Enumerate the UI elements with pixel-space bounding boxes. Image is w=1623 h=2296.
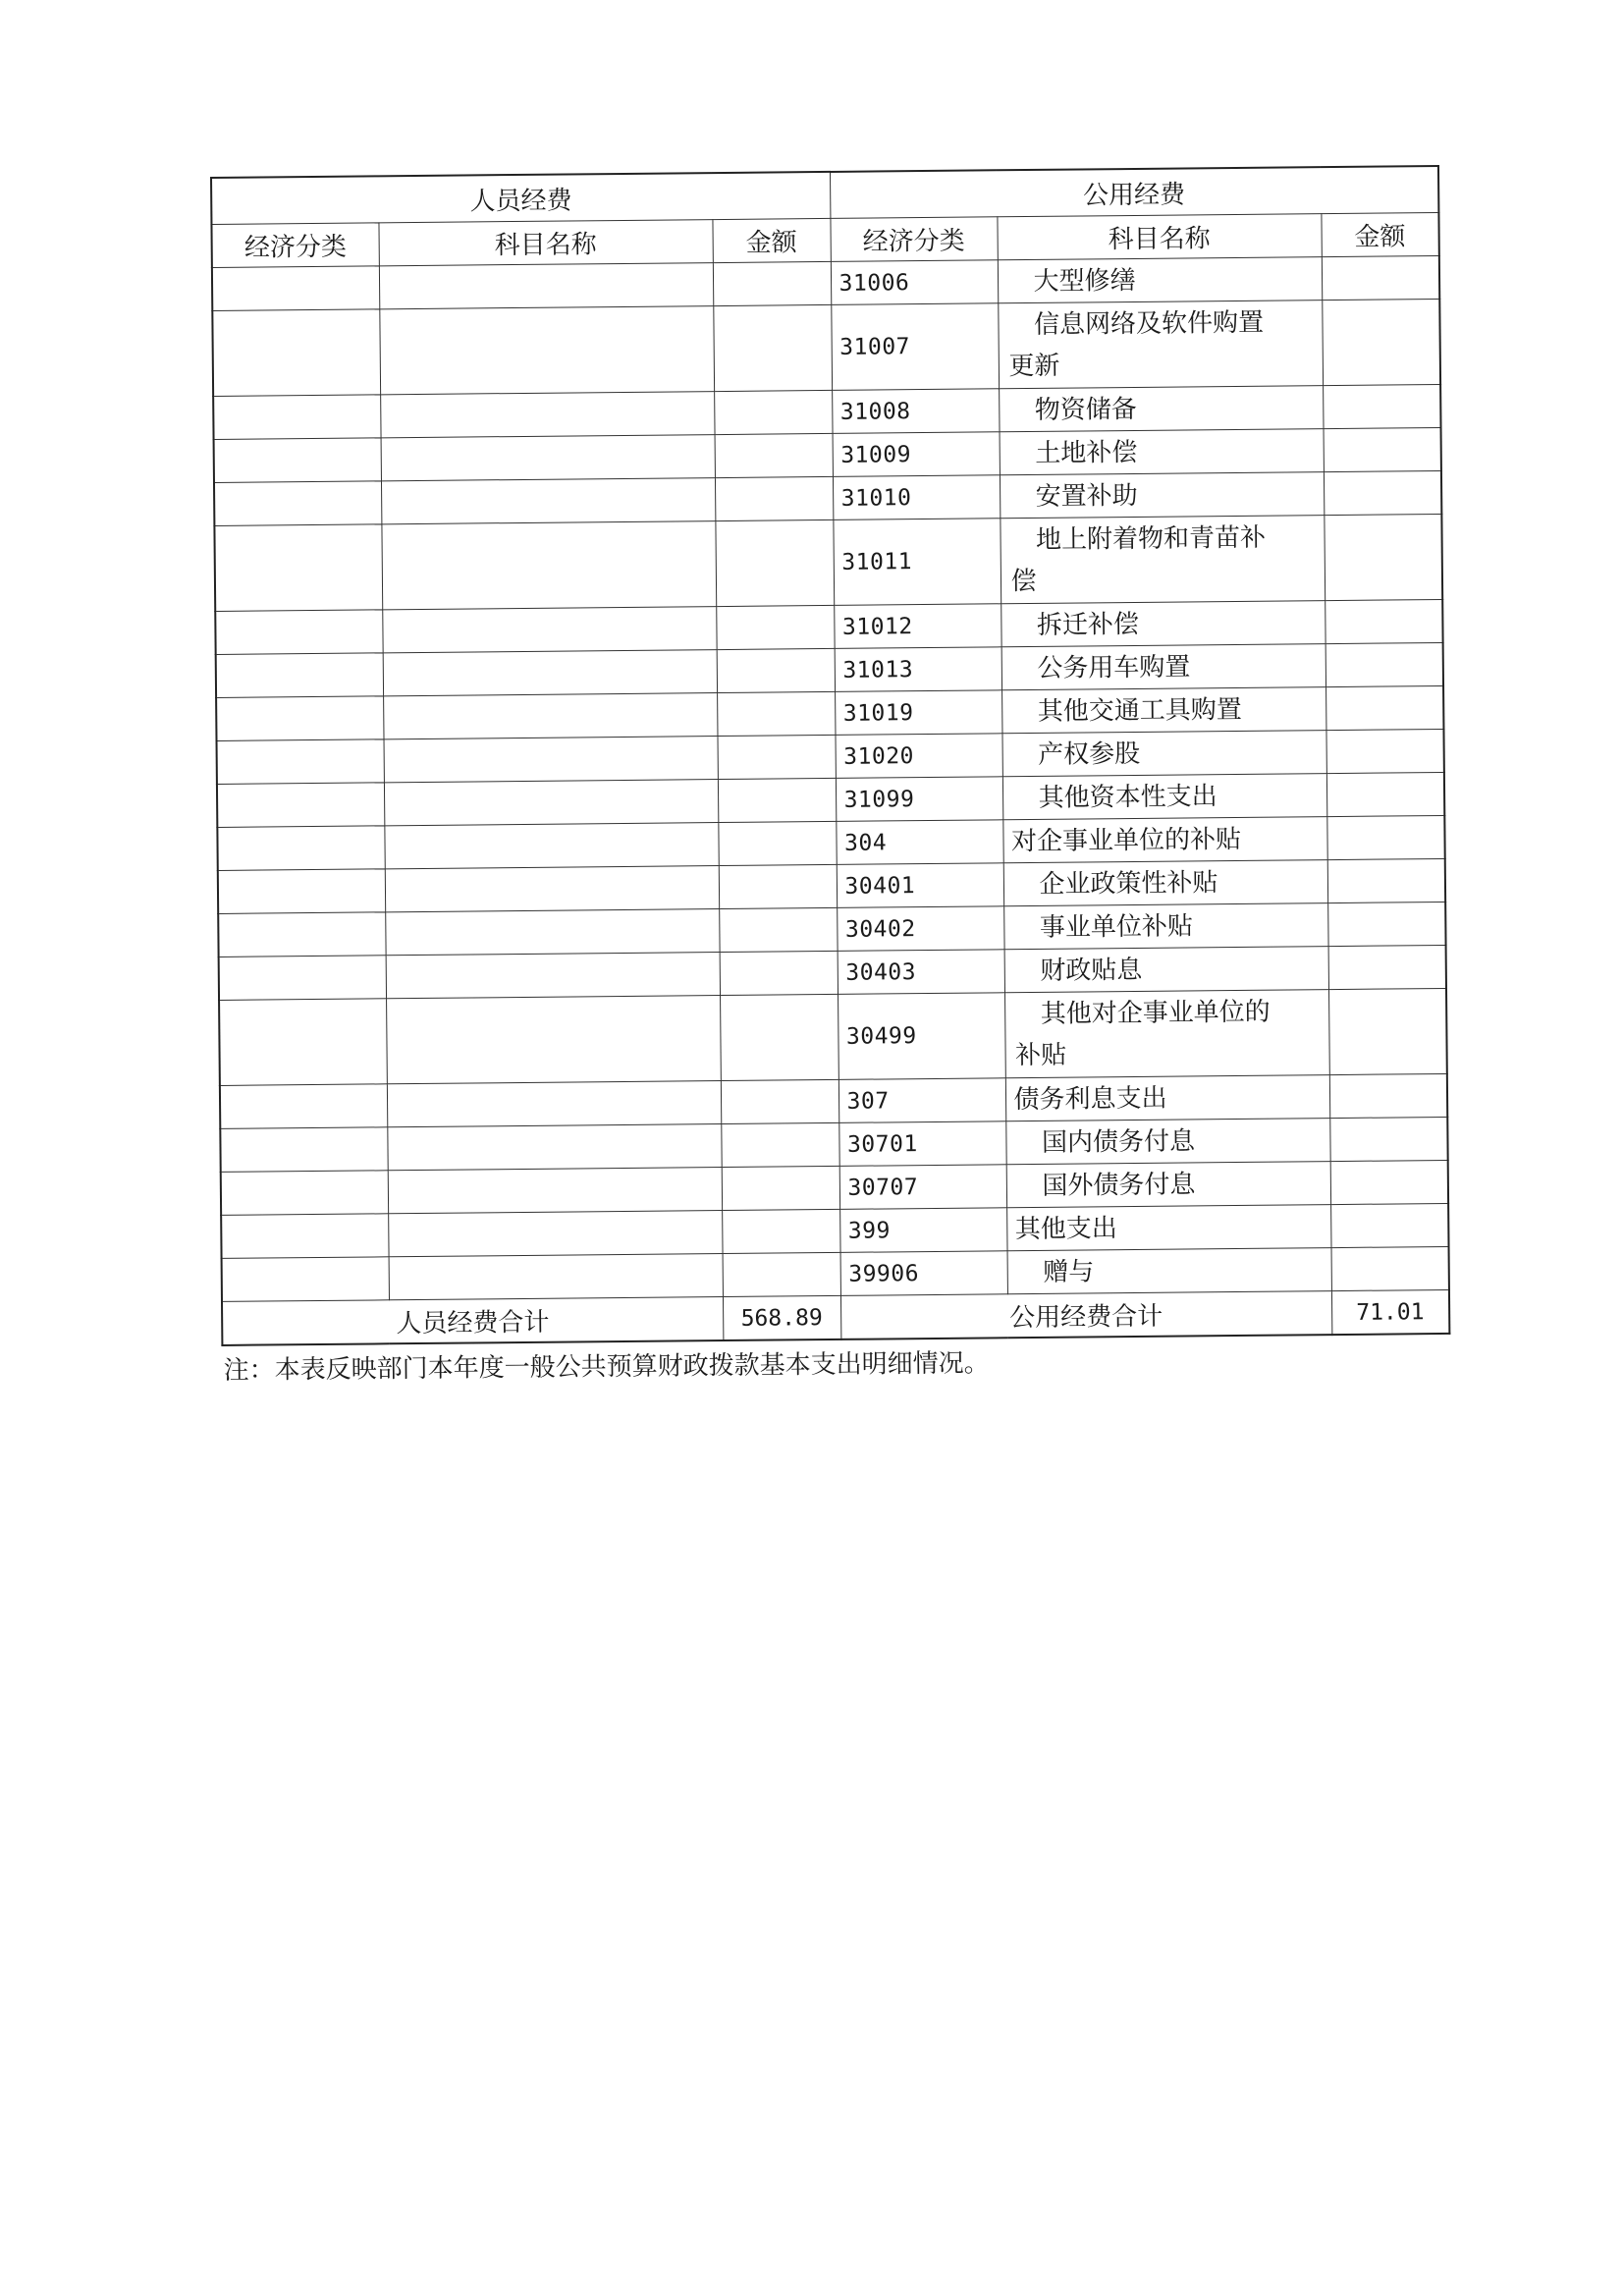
personnel-amount-cell — [720, 994, 839, 1080]
public-econ-code: 31013 — [835, 647, 1001, 692]
public-item-name — [1005, 1075, 1329, 1121]
public-econ-code: 307 — [839, 1078, 1005, 1123]
item-name-line: 信息网络及软件购置 — [1033, 307, 1265, 340]
public-amount-cell — [1329, 1073, 1447, 1118]
public-amount-cell — [1330, 1160, 1448, 1204]
item-name-line: 地上附着物和青苗补 — [1035, 522, 1267, 555]
personnel-econ-cell — [217, 739, 384, 785]
personnel-amount-cell — [722, 1209, 839, 1253]
personnel-amount-cell — [720, 951, 838, 995]
public-amount-cell — [1325, 729, 1443, 773]
personnel-amount-cell — [718, 778, 836, 822]
personnel-amount-cell — [715, 519, 834, 606]
public-item-name — [1000, 429, 1324, 475]
public-econ-code: 399 — [839, 1208, 1006, 1253]
item-name-line: 债务利息支出 — [1013, 1083, 1167, 1115]
personnel-econ-cell — [214, 438, 381, 483]
public-econ-code: 30402 — [837, 906, 1003, 952]
public-econ-code: 31008 — [832, 389, 999, 434]
item-name-line: 财政贴息 — [1040, 955, 1143, 986]
personnel-econ-cell — [214, 481, 381, 526]
item-name-line: 公务用车购置 — [1037, 651, 1191, 683]
personnel-econ-cell — [216, 696, 383, 741]
public-amount-cell — [1328, 945, 1446, 989]
personnel-amount-cell — [713, 304, 832, 391]
public-econ-code: 30401 — [837, 863, 1003, 908]
personnel-amount-cell — [719, 907, 837, 952]
public-item-name — [1002, 774, 1326, 820]
item-name-line: 国外债务付息 — [1042, 1169, 1196, 1201]
personnel-amount-cell — [715, 476, 833, 520]
personnel-name-cell — [379, 306, 714, 395]
public-group-header: 公用经费 — [830, 166, 1438, 218]
personnel-econ-cell — [213, 395, 380, 440]
personnel-amount-cell — [721, 1122, 839, 1167]
personnel-name-cell — [385, 909, 719, 956]
personnel-amount-header: 金额 — [712, 218, 830, 262]
public-amount-cell — [1325, 642, 1443, 686]
personnel-name-cell — [384, 737, 718, 783]
item-name-line: 其他交通工具购置 — [1037, 694, 1242, 727]
personnel-name-cell — [381, 435, 715, 481]
public-item-name — [1004, 947, 1328, 993]
public-item-name — [1001, 731, 1325, 777]
public-item-name — [1002, 817, 1326, 863]
public-econ-code: 30701 — [839, 1121, 1005, 1167]
personnel-group-header: 人员经费 — [211, 172, 830, 225]
personnel-econ-cell — [220, 1127, 387, 1173]
public-econ-code: 30499 — [838, 993, 1005, 1080]
personnel-amount-cell — [713, 261, 831, 305]
personnel-econ-cell — [216, 653, 383, 698]
public-amount-cell — [1324, 514, 1442, 600]
personnel-name-cell — [385, 866, 719, 912]
personnel-econ-cell — [221, 1171, 388, 1216]
personnel-name-cell — [389, 1254, 723, 1300]
personnel-name-cell — [384, 780, 718, 826]
personnel-econ-cell — [217, 783, 384, 828]
public-amount-cell — [1324, 470, 1441, 515]
personnel-name-cell — [387, 1081, 721, 1127]
expense-detail-sheet — [210, 165, 1459, 1387]
public-econ-code: 31012 — [834, 604, 1001, 649]
personnel-name-cell — [382, 607, 716, 653]
personnel-econ-cell — [212, 309, 380, 397]
public-item-name — [1000, 472, 1324, 519]
personnel-name-cell — [381, 478, 715, 524]
personnel-name-header: 科目名称 — [378, 220, 712, 266]
item-name-line: 其他资本性支出 — [1038, 781, 1217, 813]
public-item-name — [1007, 1248, 1331, 1294]
item-name-wrap-line: 补贴 — [1015, 1040, 1067, 1071]
public-econ-code: 31007 — [831, 303, 999, 391]
public-item-name — [1001, 601, 1325, 647]
personnel-name-cell — [383, 650, 717, 696]
item-name-line: 事业单位补贴 — [1039, 910, 1194, 943]
personnel-amount-cell — [716, 605, 834, 649]
public-name-header: 科目名称 — [997, 214, 1321, 260]
public-econ-code: 31006 — [831, 260, 998, 305]
personnel-econ-cell — [217, 826, 384, 871]
personnel-econ-cell — [218, 869, 385, 914]
public-econ-code: 39906 — [840, 1251, 1007, 1296]
personnel-econ-cell — [218, 912, 385, 957]
public-econ-code: 31011 — [833, 519, 1001, 606]
public-item-name — [1006, 1205, 1330, 1251]
public-econ-code: 31099 — [836, 777, 1002, 822]
public-econ-code: 31009 — [833, 432, 1000, 477]
personnel-amount-cell — [717, 691, 835, 736]
public-econ-code: 30707 — [839, 1165, 1006, 1210]
personnel-econ-cell — [215, 610, 382, 655]
public-amount-cell — [1326, 815, 1444, 859]
item-name-line: 其他对企事业单位的 — [1040, 997, 1271, 1029]
item-name-line: 安置补助 — [1035, 480, 1138, 512]
personnel-amount-cell — [722, 1166, 839, 1210]
table-note: 注：本表反映部门本年度一般公共预算财政拨款基本支出明细情况。 — [223, 1348, 990, 1386]
personnel-name-cell — [386, 953, 720, 999]
public-total-label: 公用经费合计 — [840, 1291, 1331, 1339]
public-amount-cell — [1328, 988, 1447, 1074]
personnel-amount-cell — [714, 390, 832, 434]
item-name-line: 物资储备 — [1034, 394, 1137, 425]
public-total-amount: 71.01 — [1331, 1289, 1449, 1335]
personnel-name-cell — [388, 1168, 722, 1214]
public-item-name — [1003, 860, 1327, 906]
public-econ-code: 31019 — [835, 690, 1001, 736]
public-item-name — [1000, 516, 1325, 604]
item-name-line: 土地补偿 — [1035, 437, 1138, 468]
personnel-econ-cell — [222, 1257, 389, 1302]
public-amount-cell — [1327, 858, 1445, 902]
public-item-name — [1004, 990, 1329, 1078]
personnel-name-cell — [380, 392, 714, 438]
public-amount-cell — [1329, 1117, 1447, 1161]
personnel-name-cell — [381, 521, 716, 610]
item-name-line: 大型修缮 — [1033, 265, 1136, 297]
public-amount-cell — [1324, 427, 1441, 471]
public-amount-cell — [1331, 1246, 1449, 1290]
personnel-econ-cell — [219, 956, 386, 1001]
public-item-name — [998, 257, 1322, 303]
table-body — [212, 255, 1449, 1301]
item-name-wrap-line: 更新 — [1008, 351, 1060, 382]
personnel-name-cell — [379, 263, 713, 309]
personnel-amount-cell — [717, 735, 835, 779]
public-amount-cell — [1322, 299, 1440, 385]
table-row — [219, 988, 1447, 1085]
public-econ-code: 30403 — [838, 950, 1004, 995]
public-amount-cell — [1322, 255, 1439, 300]
personnel-name-cell — [387, 1124, 721, 1171]
personnel-amount-cell — [717, 648, 835, 692]
public-item-name — [1005, 1119, 1329, 1165]
personnel-total-label: 人员经费合计 — [222, 1297, 723, 1345]
public-item-name — [1001, 687, 1325, 734]
personnel-name-cell — [383, 693, 717, 739]
item-name-line: 国内债务付息 — [1041, 1125, 1196, 1158]
public-amount-cell — [1327, 902, 1445, 946]
public-item-name — [1003, 903, 1327, 950]
item-name-line: 赠与 — [1043, 1256, 1095, 1287]
item-name-line: 对企事业单位的补贴 — [1010, 824, 1242, 856]
table-row — [214, 514, 1442, 611]
public-amount-cell — [1326, 772, 1444, 816]
personnel-econ-cell — [221, 1214, 388, 1259]
public-amount-cell — [1323, 384, 1440, 428]
item-name-line: 产权参股 — [1038, 738, 1141, 770]
personnel-econ-cell — [212, 266, 379, 311]
public-item-name — [998, 301, 1323, 389]
item-name-wrap-line: 偿 — [1010, 566, 1037, 597]
personnel-amount-cell — [715, 433, 833, 477]
public-item-name — [1006, 1162, 1330, 1208]
public-econ-code: 31010 — [833, 475, 1000, 520]
public-item-name — [1001, 644, 1325, 690]
personnel-econ-cell — [219, 999, 387, 1086]
personnel-amount-cell — [721, 1079, 839, 1123]
public-amount-cell — [1330, 1203, 1448, 1247]
item-name-line: 拆迁补偿 — [1036, 609, 1140, 640]
public-econ-header: 经济分类 — [830, 217, 997, 262]
personnel-econ-cell — [220, 1084, 387, 1129]
table-row — [212, 299, 1440, 396]
item-name-line: 企业政策性补贴 — [1039, 867, 1218, 900]
item-name-line: 其他支出 — [1014, 1213, 1117, 1244]
personnel-name-cell — [384, 823, 718, 869]
public-amount-cell — [1325, 685, 1443, 730]
public-econ-code: 31020 — [836, 734, 1002, 779]
personnel-econ-header: 经济分类 — [211, 223, 378, 268]
public-amount-header: 金额 — [1321, 212, 1438, 256]
personnel-amount-cell — [719, 864, 837, 908]
personnel-amount-cell — [718, 821, 836, 865]
public-econ-code: 304 — [836, 820, 1002, 865]
public-amount-cell — [1325, 599, 1442, 643]
personnel-amount-cell — [723, 1252, 840, 1296]
basic-expenditure-table — [210, 165, 1450, 1346]
public-item-name — [999, 386, 1323, 432]
personnel-name-cell — [388, 1211, 722, 1257]
personnel-name-cell — [386, 996, 721, 1084]
personnel-econ-cell — [214, 524, 382, 612]
personnel-total-amount: 568.89 — [723, 1295, 840, 1340]
